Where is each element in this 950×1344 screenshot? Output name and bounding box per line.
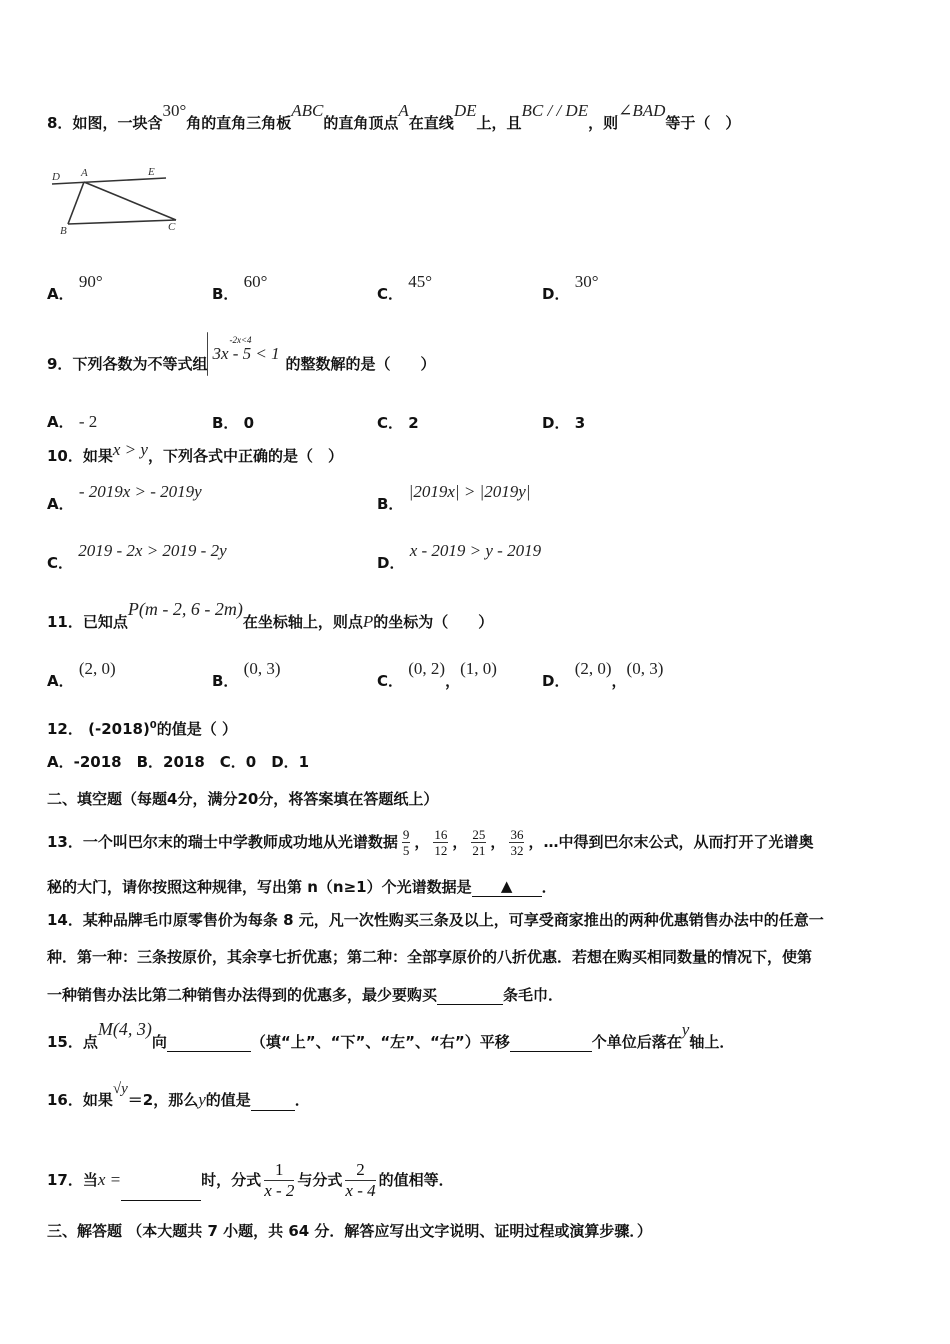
option-label: D． <box>542 414 570 432</box>
q8-angle-bad: ∠BAD <box>618 101 666 120</box>
q17-text-1: 当 <box>82 1171 98 1189</box>
q14-text-b: 条毛巾． <box>503 986 564 1004</box>
q13-line-2 <box>47 876 557 897</box>
option-value: - 2019x > - 2019y <box>78 482 202 501</box>
fig-label-d: D <box>52 171 60 183</box>
option-label: C． <box>377 285 404 303</box>
q8-angle-30: 30° <box>162 101 187 120</box>
denominator: x - 4 <box>345 1181 376 1200</box>
q8-number: 8． <box>47 114 73 132</box>
q12-options: A．-2018 B．2018 C．0 D．1 <box>47 753 310 771</box>
option-label: D． <box>542 285 570 303</box>
q14-text-a: 一种销售办法比第二种销售办法得到的优惠多，最少要购买 <box>47 986 438 1004</box>
option-value: |2019x| > |2019y| <box>408 482 531 501</box>
option-label: B． <box>377 495 404 513</box>
q10-option-d <box>377 541 542 573</box>
q15-y: y <box>681 1020 690 1039</box>
q13-frac-4 <box>509 827 524 858</box>
q10-option-b <box>377 482 531 514</box>
option-value: (2, 0) <box>78 659 116 678</box>
question-8 <box>47 101 741 133</box>
numerator: 2 <box>345 1160 375 1181</box>
q11-option-d <box>542 659 664 691</box>
q8-text-4: 在直线 <box>408 114 454 132</box>
q16-text-3: 的值是 <box>205 1091 251 1109</box>
q8-parallel: BC / / DE <box>521 101 589 120</box>
denominator: x - 2 <box>264 1181 295 1200</box>
q13-frac-2 <box>433 827 448 858</box>
fig-label-e: E <box>148 166 155 178</box>
option-value: x - 2019 > y - 2019 <box>409 541 542 560</box>
q10-option-a <box>47 482 202 514</box>
q14-line-3 <box>47 985 563 1005</box>
denominator: 32 <box>510 843 524 858</box>
brace <box>207 332 208 376</box>
section-2-heading: 二、填空题（每题4分，满分20分，将答案填在答题纸上） <box>47 790 439 808</box>
q8-text-6: ，则 <box>588 114 619 132</box>
q9-option-d <box>542 412 585 433</box>
q8-triangle-figure <box>46 160 186 240</box>
q9-inequality-system <box>207 335 285 374</box>
numerator: 16 <box>434 827 448 842</box>
separator: ， <box>490 833 506 851</box>
q14-line-1: 14．某种品牌毛巾原零售价为每条 8 元，凡一次性购买三条及以上，可享受商家推出的两种优惠销售办法中的任意一 <box>47 911 824 929</box>
q9-option-a <box>47 411 97 432</box>
option-label: A． <box>47 672 74 690</box>
q11-option-a <box>47 659 116 691</box>
q11-option-c <box>377 659 497 691</box>
q15-text-1: 点 <box>82 1033 98 1051</box>
q15-text-3: （填“上”、“下”、“左”、“右”）平移 <box>250 1033 510 1051</box>
separator: ， <box>414 833 430 851</box>
q12-number: 12． <box>47 720 83 738</box>
q13-frac-1 <box>402 827 411 858</box>
option-label: C． <box>377 414 404 432</box>
question-17 <box>47 1160 454 1201</box>
q8-text-7: 等于（ ） <box>665 114 741 132</box>
q16-text-4: ． <box>294 1091 310 1109</box>
numerator: 1 <box>264 1160 294 1181</box>
q9-sys-top: -2x<4 <box>229 335 252 345</box>
numerator: 25 <box>472 827 486 842</box>
q9-option-c <box>377 412 419 433</box>
q8-abc: ABC <box>291 101 324 120</box>
q16-text-1: 如果 <box>82 1091 113 1109</box>
q13-text-1: 一个叫巴尔末的瑞士中学教师成功地从光谱数据 <box>82 833 398 851</box>
question-13 <box>47 827 813 858</box>
denominator: 12 <box>434 843 448 858</box>
q8-option-b <box>212 272 268 304</box>
option-value: 2 <box>408 414 419 432</box>
q13-text-4: ． <box>541 878 557 896</box>
option-value: (0, 3) <box>243 659 281 678</box>
q15-text-2: 向 <box>151 1033 167 1051</box>
q8-text-2: 角的直角三角板 <box>186 114 292 132</box>
option-label: A． <box>47 285 74 303</box>
option-value: - 2 <box>78 412 98 431</box>
option-value: 30° <box>574 272 599 291</box>
option-label: A． <box>47 413 74 431</box>
q11-p: P <box>362 612 374 631</box>
question-15 <box>47 1019 735 1052</box>
q15-text-4: 个单位后落在 <box>591 1033 682 1051</box>
q9-sys-main: 3x - 5 < 1 <box>212 344 280 363</box>
q17-number: 17． <box>47 1171 83 1189</box>
q17-fraction-1 <box>264 1160 294 1201</box>
numerator: 36 <box>510 827 524 842</box>
denominator: 5 <box>402 843 410 858</box>
q16-number: 16． <box>47 1091 83 1109</box>
q11-text-2: 在坐标轴上，则点 <box>242 613 363 631</box>
q13-frac-3 <box>471 827 486 858</box>
option-value: 90° <box>78 272 103 291</box>
q8-text-1: 如图，一块含 <box>72 114 163 132</box>
q14-answer-blank[interactable] <box>437 988 503 1005</box>
option-value-2: (1, 0) <box>460 659 497 678</box>
q17-x-equals: x = <box>97 1170 122 1189</box>
option-label: D． <box>377 554 405 572</box>
q14-line-2: 种．第一种：三条按原价，其余享七折优惠；第二种：全部享原价的八折优惠．若想在购买相同数量的情况下，使第 <box>47 948 813 966</box>
separator: ， <box>611 672 627 690</box>
q16-answer-blank[interactable] <box>251 1094 295 1111</box>
q17-text-3: 与分式 <box>297 1171 343 1189</box>
q16-sqrt-y: √y <box>112 1081 128 1097</box>
q16-y: y <box>198 1090 206 1109</box>
q8-option-d <box>542 272 599 304</box>
q15-point-m: M(4, 3) <box>97 1019 152 1039</box>
q13-text-2: ，…中得到巴尔末公式，从而打开了光谱奥 <box>528 833 814 851</box>
q9-text-2: 的整数解的是（ ） <box>285 355 436 373</box>
triangle-icon: ▲ <box>500 877 513 895</box>
option-label: B． <box>212 285 239 303</box>
section-3-heading: 三、解答题 （本大题共 7 小题，共 64 分．解答应写出文字说明、证明过程或演算步骤．） <box>47 1222 652 1240</box>
option-value: 3 <box>574 414 586 432</box>
q11-point-p: P(m - 2, 6 - 2m) <box>127 599 243 619</box>
option-label: C． <box>47 554 74 572</box>
option-label: B． <box>212 414 239 432</box>
question-10 <box>47 440 343 466</box>
q8-option-a <box>47 272 103 304</box>
q10-text-2: ，下列各式中正确的是（ ） <box>147 447 343 465</box>
q8-text-5: 上，且 <box>476 114 522 132</box>
q17-text-4: 的值相等． <box>378 1171 454 1189</box>
option-label: C． <box>377 672 404 690</box>
q10-number: 10． <box>47 447 83 465</box>
separator: ， <box>445 672 461 690</box>
q12-base: (-2018) <box>88 720 150 738</box>
option-value: 2019 - 2x > 2019 - 2y <box>78 541 227 560</box>
q9-text-1: 下列各数为不等式组 <box>72 355 208 373</box>
option-value: (0, 2) <box>408 659 446 678</box>
option-value: 0 <box>243 414 255 432</box>
q10-condition: x > y <box>112 440 148 459</box>
option-value: 45° <box>408 272 433 291</box>
q11-number: 11． <box>47 613 83 631</box>
q9-option-b <box>212 412 254 433</box>
q15-number: 15． <box>47 1033 83 1051</box>
option-value: (2, 0) <box>574 659 612 678</box>
q10-text-1: 如果 <box>82 447 113 465</box>
q8-point-a: A <box>398 101 409 120</box>
numerator: 9 <box>402 827 410 842</box>
q11-option-b <box>212 659 281 691</box>
q8-text-3: 的直角顶点 <box>323 114 399 132</box>
q16-text-2: ＝2，那么 <box>127 1091 199 1109</box>
fig-label-a: A <box>81 167 88 179</box>
q8-option-c <box>377 272 433 304</box>
q15-text-5: 轴上． <box>689 1033 735 1051</box>
question-16 <box>47 1081 310 1111</box>
option-label: A． <box>47 495 74 513</box>
q13-answer-blank[interactable] <box>472 876 542 897</box>
q13-text-3: 秘的大门，请你按照这种规律，写出第 n（n≥1）个光谱数据是 <box>47 878 472 896</box>
q9-number: 9． <box>47 355 73 373</box>
q12-text-1: 的值是（ ） <box>156 720 237 738</box>
q13-number: 13． <box>47 833 83 851</box>
q8-line-de: DE <box>453 101 477 120</box>
q11-text-3: 的坐标为（ ） <box>373 613 494 631</box>
q15-units-blank[interactable] <box>510 1035 592 1052</box>
fig-label-b: B <box>60 225 67 237</box>
option-label: B． <box>212 672 239 690</box>
q10-option-c <box>47 541 227 573</box>
question-9 <box>47 335 436 374</box>
option-value: 60° <box>243 272 268 291</box>
question-11 <box>47 599 494 632</box>
option-value-2: (0, 3) <box>626 659 664 678</box>
denominator: 21 <box>472 843 486 858</box>
q17-answer-blank[interactable] <box>121 1184 201 1201</box>
separator: ， <box>452 833 468 851</box>
q17-fraction-2 <box>345 1160 375 1201</box>
option-label: D． <box>542 672 570 690</box>
question-12 <box>47 716 237 739</box>
q17-text-2: 时，分式 <box>201 1171 262 1189</box>
fig-label-c: C <box>168 221 176 233</box>
q11-text-1: 已知点 <box>82 613 128 631</box>
q15-direction-blank[interactable] <box>167 1035 251 1052</box>
q12-exponent: 0 <box>149 720 157 731</box>
